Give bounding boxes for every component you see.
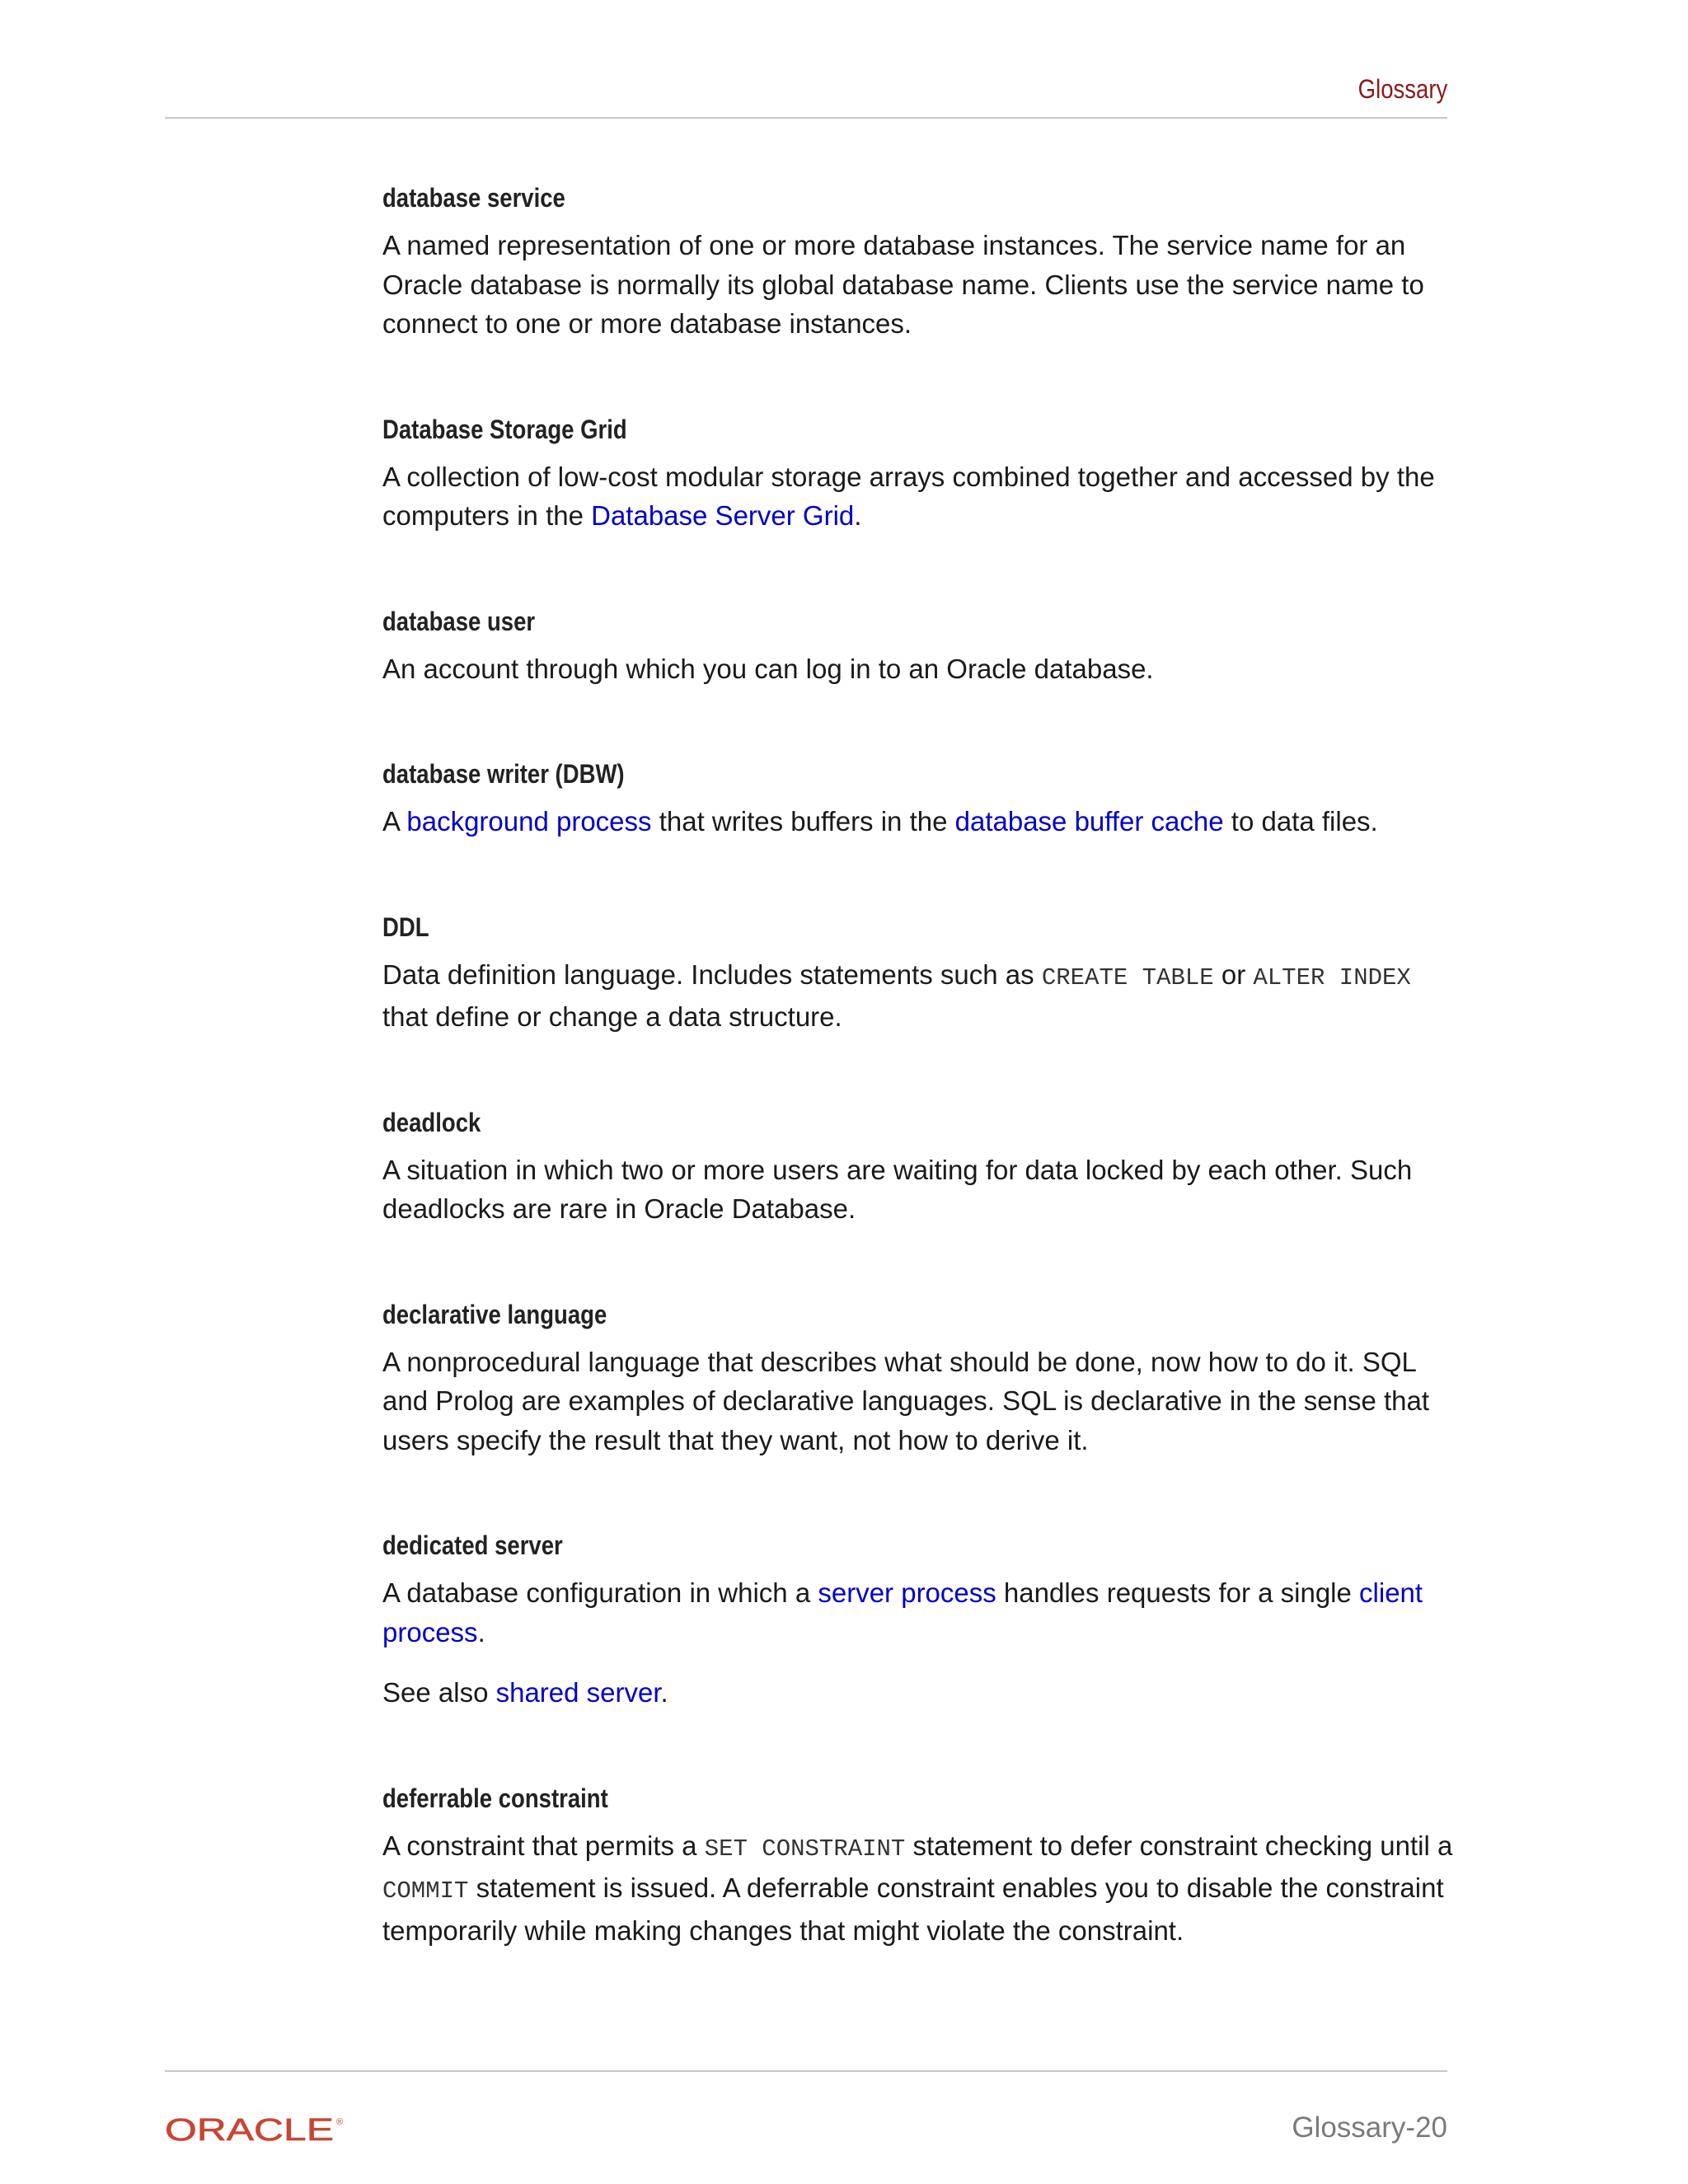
glossary-term: DDL (382, 912, 429, 942)
definition-text: statement is issued. A deferrable constraint enables you to disable the constraint temporarily while making changes that might violate the constraint. (382, 1872, 1444, 1946)
glossary-definition (382, 1151, 1454, 1229)
glossary-term: database user (382, 606, 536, 636)
oracle-logo (165, 2115, 349, 2143)
link-client-process[interactable]: client process (382, 1577, 1423, 1647)
glossary-term: deadlock (382, 1107, 481, 1137)
glossary-definition (382, 802, 1454, 841)
header-divider (165, 117, 1447, 119)
glossary-entry-database-user (382, 605, 1454, 689)
definition-text: A situation in which two or more users are waiting for data locked by each other. Such deadlocks are rare in Oracle Database. (382, 1154, 1413, 1224)
glossary-entry-deadlock (382, 1106, 1454, 1229)
glossary-definition (382, 1573, 1454, 1652)
glossary-entry-database-writer-dbw (382, 757, 1454, 841)
definition-text: A (382, 806, 407, 837)
glossary-term: Database Storage Grid (382, 414, 627, 444)
link-shared-server[interactable]: shared server (495, 1677, 661, 1708)
glossary-entry-deferrable-constraint (382, 1782, 1454, 1951)
definition-text: . (477, 1616, 485, 1647)
definition-text: See also (382, 1677, 496, 1708)
link-background-process[interactable]: background process (406, 806, 652, 837)
oracle-logo-text: ORACLE (165, 2115, 334, 2143)
definition-text: that define or change a data structure. (382, 1001, 842, 1032)
code-create-table: CREATE TABLE (1041, 963, 1214, 991)
glossary-entry-database-storage-grid (382, 413, 1454, 536)
footer-divider (165, 2070, 1447, 2072)
link-database-server-grid[interactable]: Database Server Grid (591, 500, 855, 531)
code-commit: COMMIT (382, 1877, 469, 1905)
glossary-definition (382, 1343, 1454, 1460)
definition-text: to data files. (1223, 806, 1378, 837)
definition-text: A constraint that permits a (382, 1830, 705, 1861)
page-number: Glossary-20 (1292, 2111, 1447, 2144)
glossary-entries (382, 181, 1454, 2019)
glossary-definition (382, 649, 1454, 689)
link-database-buffer-cache[interactable]: database buffer cache (954, 806, 1224, 837)
running-header: Glossary (1357, 74, 1447, 104)
definition-text: A collection of low-cost modular storage arrays combined together and accessed by the computers in the (382, 461, 1435, 531)
code-alter-index: ALTER INDEX (1253, 963, 1411, 991)
glossary-term: dedicated server (382, 1530, 563, 1560)
glossary-term: database writer (DBW) (382, 759, 625, 789)
definition-text: that writes buffers in the (651, 806, 955, 837)
glossary-definition (382, 1826, 1454, 1951)
definition-text: statement to defer constraint checking until a (905, 1830, 1453, 1861)
definition-text: A nonprocedural language that describes what should be done, now how to do it. SQL and Prolog are examples of declarative languages. SQL is declarative in the sense that users specify the result that they want, not how to derive it. (382, 1346, 1430, 1455)
definition-text: Data definition language. Includes statements such as (382, 958, 1042, 990)
definition-text: A database configuration in which a (382, 1577, 818, 1608)
glossary-term: declarative language (382, 1299, 607, 1329)
glossary-definition (382, 457, 1454, 536)
link-server-process[interactable]: server process (818, 1577, 996, 1608)
glossary-entry-database-service (382, 181, 1454, 344)
definition-text: handles requests for a single (996, 1577, 1360, 1608)
glossary-term: deferrable constraint (382, 1783, 608, 1813)
definition-text: A named representation of one or more database instances. The service name for an Oracle database is normally its global database name. Clients use the service name to connect to one or more database instances. (382, 230, 1424, 339)
registered-mark-icon: ® (336, 2117, 344, 2127)
definition-text: . (854, 500, 862, 531)
definition-text: or (1213, 958, 1254, 990)
glossary-definition (382, 955, 1454, 1037)
glossary-entry-declarative-language (382, 1298, 1454, 1460)
glossary-term: database service (382, 183, 565, 213)
code-set-constraint: SET CONSTRAINT (704, 1835, 906, 1863)
glossary-entry-ddl (382, 911, 1454, 1037)
definition-text: . (660, 1677, 668, 1708)
glossary-definition (382, 226, 1454, 344)
definition-text: An account through which you can log in to an Oracle database. (382, 653, 1154, 684)
glossary-definition (382, 1673, 1454, 1713)
glossary-entry-dedicated-server (382, 1529, 1454, 1713)
